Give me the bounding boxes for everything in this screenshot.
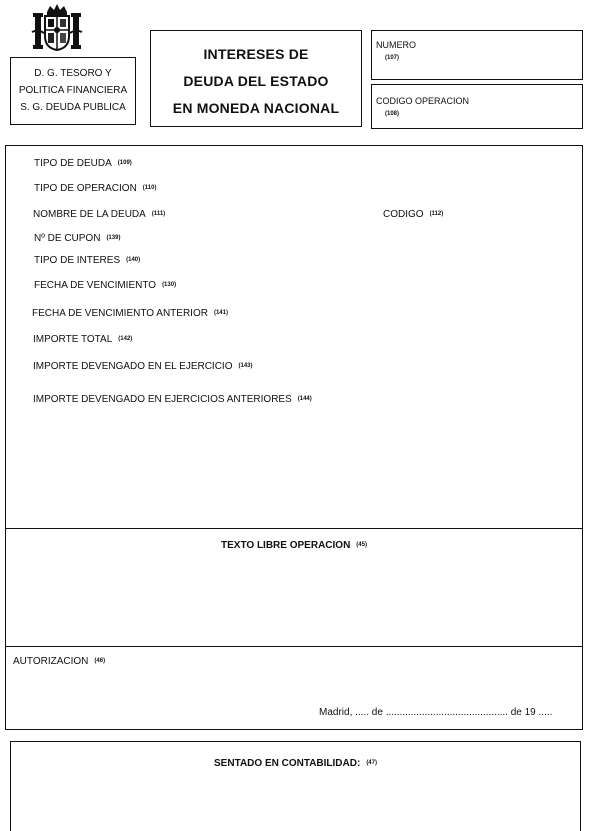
- section-divider: [6, 646, 582, 647]
- field-label: NOMBRE DE LA DEUDA: [33, 209, 146, 220]
- field-label: TIPO DE INTERES: [34, 255, 121, 266]
- codigo-operacion-field[interactable]: [371, 84, 583, 129]
- codigo-operacion-code: (108): [385, 111, 400, 117]
- numero-code: (107): [385, 55, 400, 61]
- office-line-3: S. G. DEUDA PUBLICA: [20, 102, 126, 113]
- office-line-1: D. G. TESORO Y: [34, 68, 112, 79]
- field-label: IMPORTE DEVENGADO EN EL EJERCICIO: [33, 361, 233, 372]
- field-label: Nº DE CUPON: [34, 233, 101, 244]
- codigo-operacion-label: CODIGO OPERACION: [376, 96, 470, 106]
- field-code: (142): [118, 336, 133, 343]
- field-code: (130): [162, 282, 177, 289]
- field-code: (109): [117, 160, 132, 167]
- field-code: (141): [213, 310, 228, 317]
- field-code: (144): [297, 396, 312, 403]
- field-tipo-operacion[interactable]: [34, 183, 156, 194]
- title-line-1: INTERESES DE: [203, 46, 309, 62]
- field-numero-cupon[interactable]: [34, 233, 120, 244]
- field-importe-devengado-ejercicio[interactable]: [33, 361, 253, 372]
- field-fecha-vencimiento-anterior[interactable]: [32, 308, 228, 319]
- office-box: [10, 57, 136, 125]
- field-fecha-vencimiento[interactable]: [34, 280, 176, 291]
- field-nombre-deuda[interactable]: [33, 209, 165, 220]
- field-tipo-deuda[interactable]: [34, 158, 132, 169]
- field-label: CODIGO: [383, 209, 424, 220]
- spanish-coat-of-arms-icon: [30, 2, 84, 52]
- numero-label: NUMERO: [376, 40, 416, 50]
- field-label: TIPO DE OPERACION: [34, 183, 137, 194]
- field-code: (112): [429, 211, 444, 218]
- autorizacion-field[interactable]: [13, 656, 105, 667]
- field-codigo[interactable]: [383, 209, 443, 220]
- autorizacion-label: AUTORIZACION: [13, 656, 89, 667]
- office-line-2: POLITICA FINANCIERA: [18, 85, 128, 96]
- title-line-2: DEUDA DEL ESTADO: [183, 73, 329, 89]
- field-code: (143): [238, 363, 253, 370]
- field-label: FECHA DE VENCIMIENTO ANTERIOR: [32, 308, 208, 319]
- texto-libre-operacion-field[interactable]: [6, 540, 582, 551]
- signature-line[interactable]: Madrid, ..... de ............................................ de 19 .....: [319, 707, 553, 718]
- sentado-label: SENTADO EN CONTABILIDAD:: [214, 758, 361, 769]
- contabilidad-box: [10, 741, 581, 831]
- main-form: [5, 145, 583, 730]
- field-code: (140): [126, 257, 141, 264]
- field-label: FECHA DE VENCIMIENTO: [34, 280, 157, 291]
- title-box: [150, 30, 362, 127]
- autorizacion-code: (46): [94, 658, 106, 665]
- sentado-contabilidad-field[interactable]: [11, 758, 580, 769]
- field-label: TIPO DE DEUDA: [34, 158, 112, 169]
- texto-libre-label: TEXTO LIBRE OPERACION: [221, 540, 351, 551]
- field-code: (139): [106, 235, 121, 242]
- field-tipo-interes[interactable]: [34, 255, 140, 266]
- section-divider: [6, 528, 582, 529]
- numero-field[interactable]: [371, 30, 583, 80]
- field-label: IMPORTE TOTAL: [33, 334, 113, 345]
- field-importe-devengado-anteriores[interactable]: [33, 394, 312, 405]
- texto-libre-code: (45): [356, 542, 367, 549]
- field-code: (111): [151, 211, 166, 218]
- field-code: (110): [142, 185, 157, 192]
- title-line-3: EN MONEDA NACIONAL: [172, 100, 340, 116]
- field-label: IMPORTE DEVENGADO EN EJERCICIOS ANTERIORES: [33, 394, 292, 405]
- sentado-code: (47): [366, 760, 377, 767]
- field-importe-total[interactable]: [33, 334, 132, 345]
